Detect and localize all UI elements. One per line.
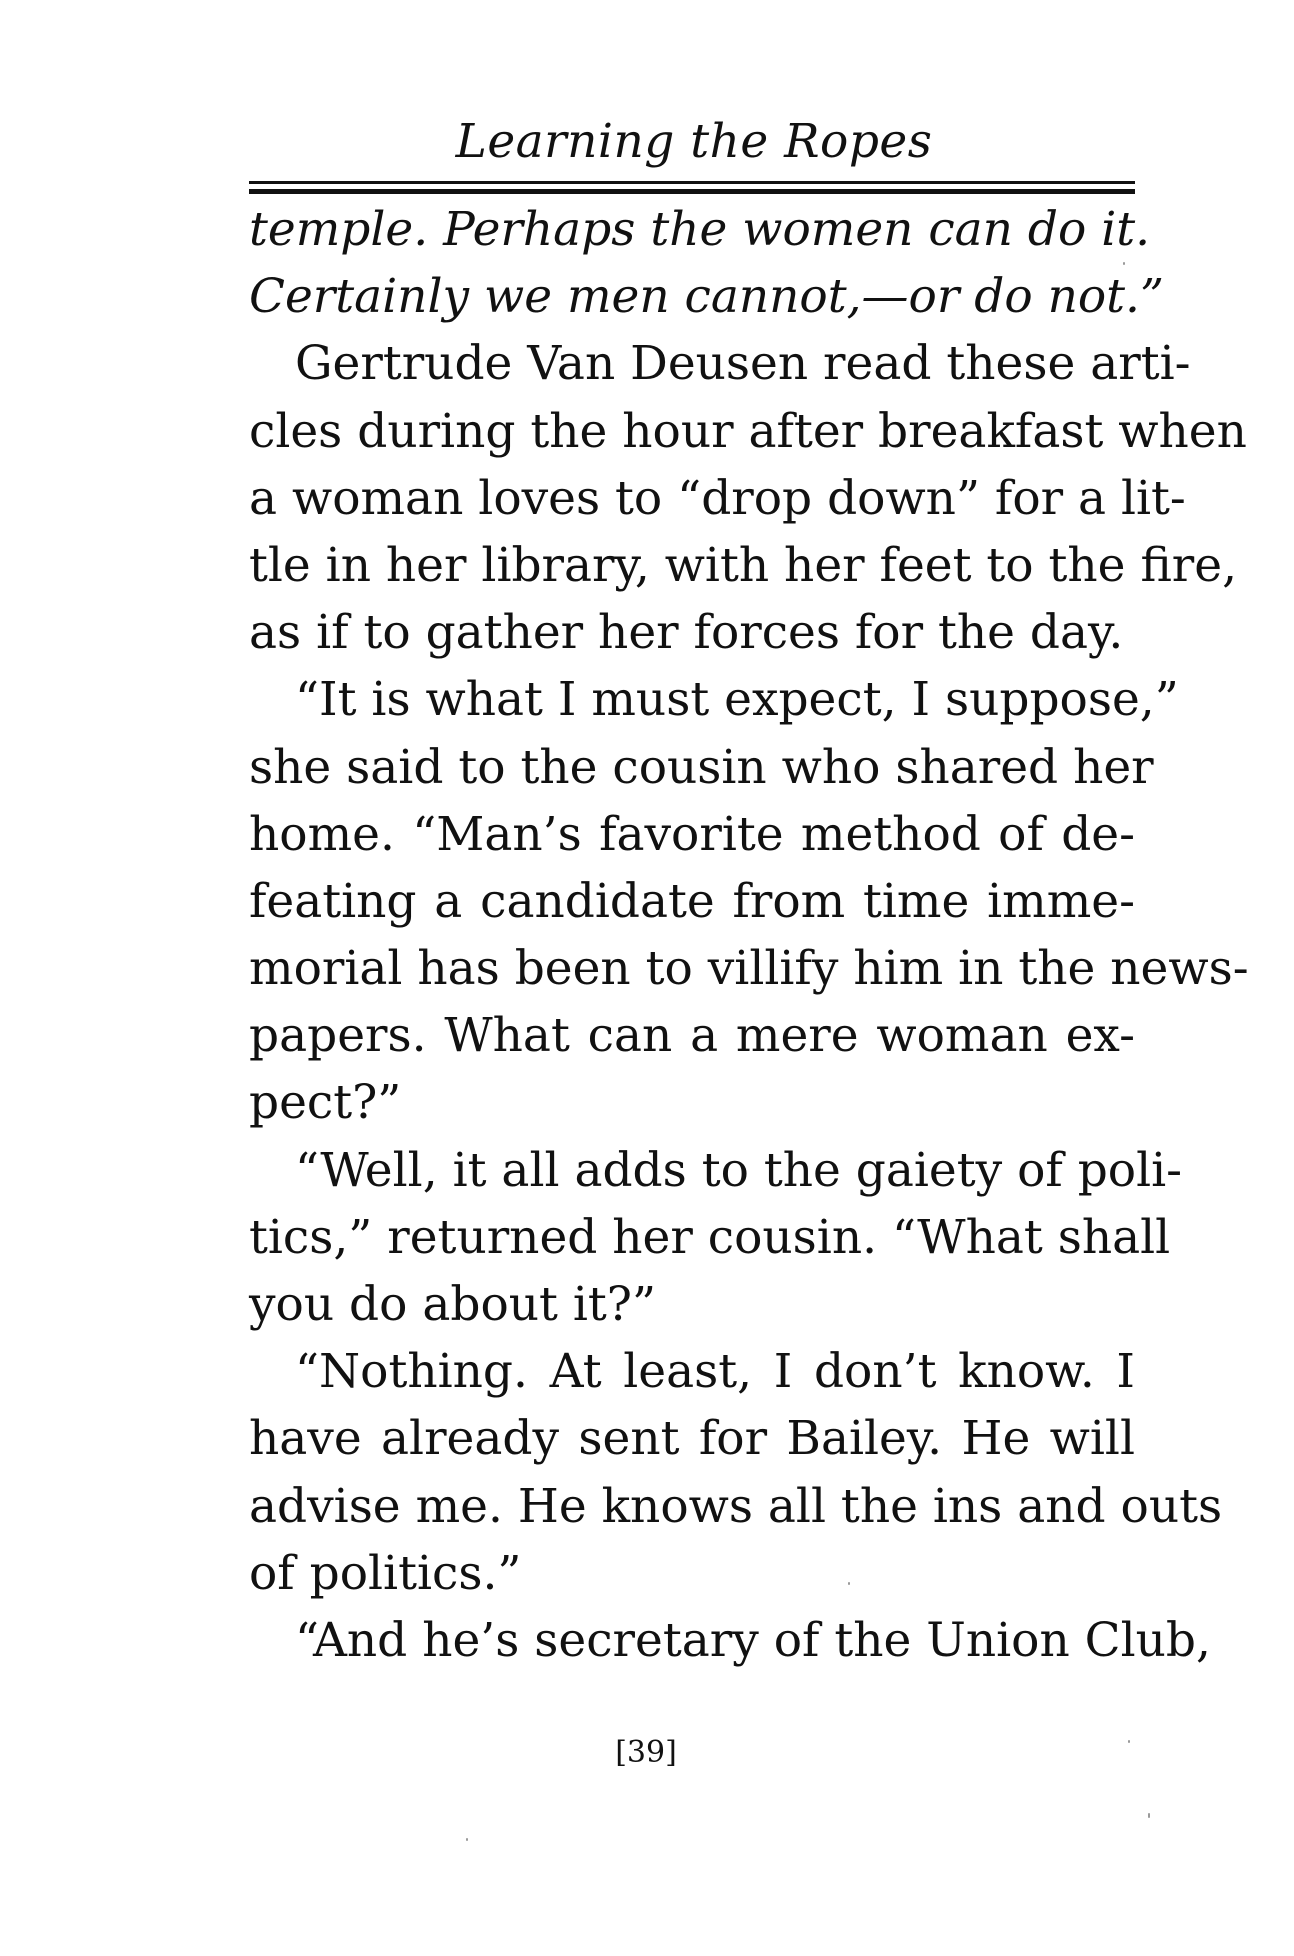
text-line: “Well, it all adds to the gaiety of poli- [295, 1142, 1183, 1198]
text-line: a woman loves to “drop down” for a lit- [249, 470, 1186, 526]
text-line: “Nothing. At least, I don’t know. I [295, 1344, 1135, 1400]
scan-speck [1123, 262, 1125, 265]
text-line: papers. What can a mere woman ex- [249, 1008, 1135, 1064]
text-line: advise me. He knows all the ins and outs [249, 1478, 1223, 1534]
text-line: she said to the cousin who shared her [249, 739, 1154, 795]
text-line: you do about it?” [249, 1277, 657, 1332]
text-line: cles during the hour after breakfast when [249, 403, 1247, 459]
text-line: have already sent for Bailey. He will [249, 1411, 1135, 1467]
text-line: “And he’s secretary of the Union Club, [295, 1612, 1211, 1668]
running-head: Learning the Ropes [455, 114, 933, 169]
body-text [249, 196, 1249, 1674]
text-line: “It is what I must expect, I suppose,” [295, 672, 1179, 728]
text-line: of politics.” [249, 1545, 522, 1601]
text-line: tics,” returned her cousin. “What shall [249, 1209, 1171, 1265]
text-line: morial has been to villify him in the news- [249, 941, 1249, 997]
header-rule-thin [249, 181, 1135, 184]
text-line: Certainly we men cannot,—or do not.” [249, 269, 1165, 325]
text-line: as if to gather her forces for the day. [249, 605, 1124, 661]
text-line: home. “Man’s favorite method of de- [249, 806, 1135, 862]
text-line: tle in her library, with her feet to the fire, [249, 537, 1238, 593]
text-line: pect?” [249, 1075, 402, 1131]
scan-speck [1148, 1813, 1150, 1818]
scan-speck [848, 1582, 850, 1585]
header-rule-thick [249, 189, 1135, 194]
text-line: feating a candidate from time imme- [249, 873, 1135, 929]
scan-speck [466, 1838, 468, 1841]
scan-speck [1128, 1740, 1130, 1743]
page-number: [39] [615, 1735, 677, 1770]
text-line: Gertrude Van Deusen read these arti- [295, 336, 1191, 392]
text-line: temple. Perhaps the women can do it. [249, 202, 1151, 257]
